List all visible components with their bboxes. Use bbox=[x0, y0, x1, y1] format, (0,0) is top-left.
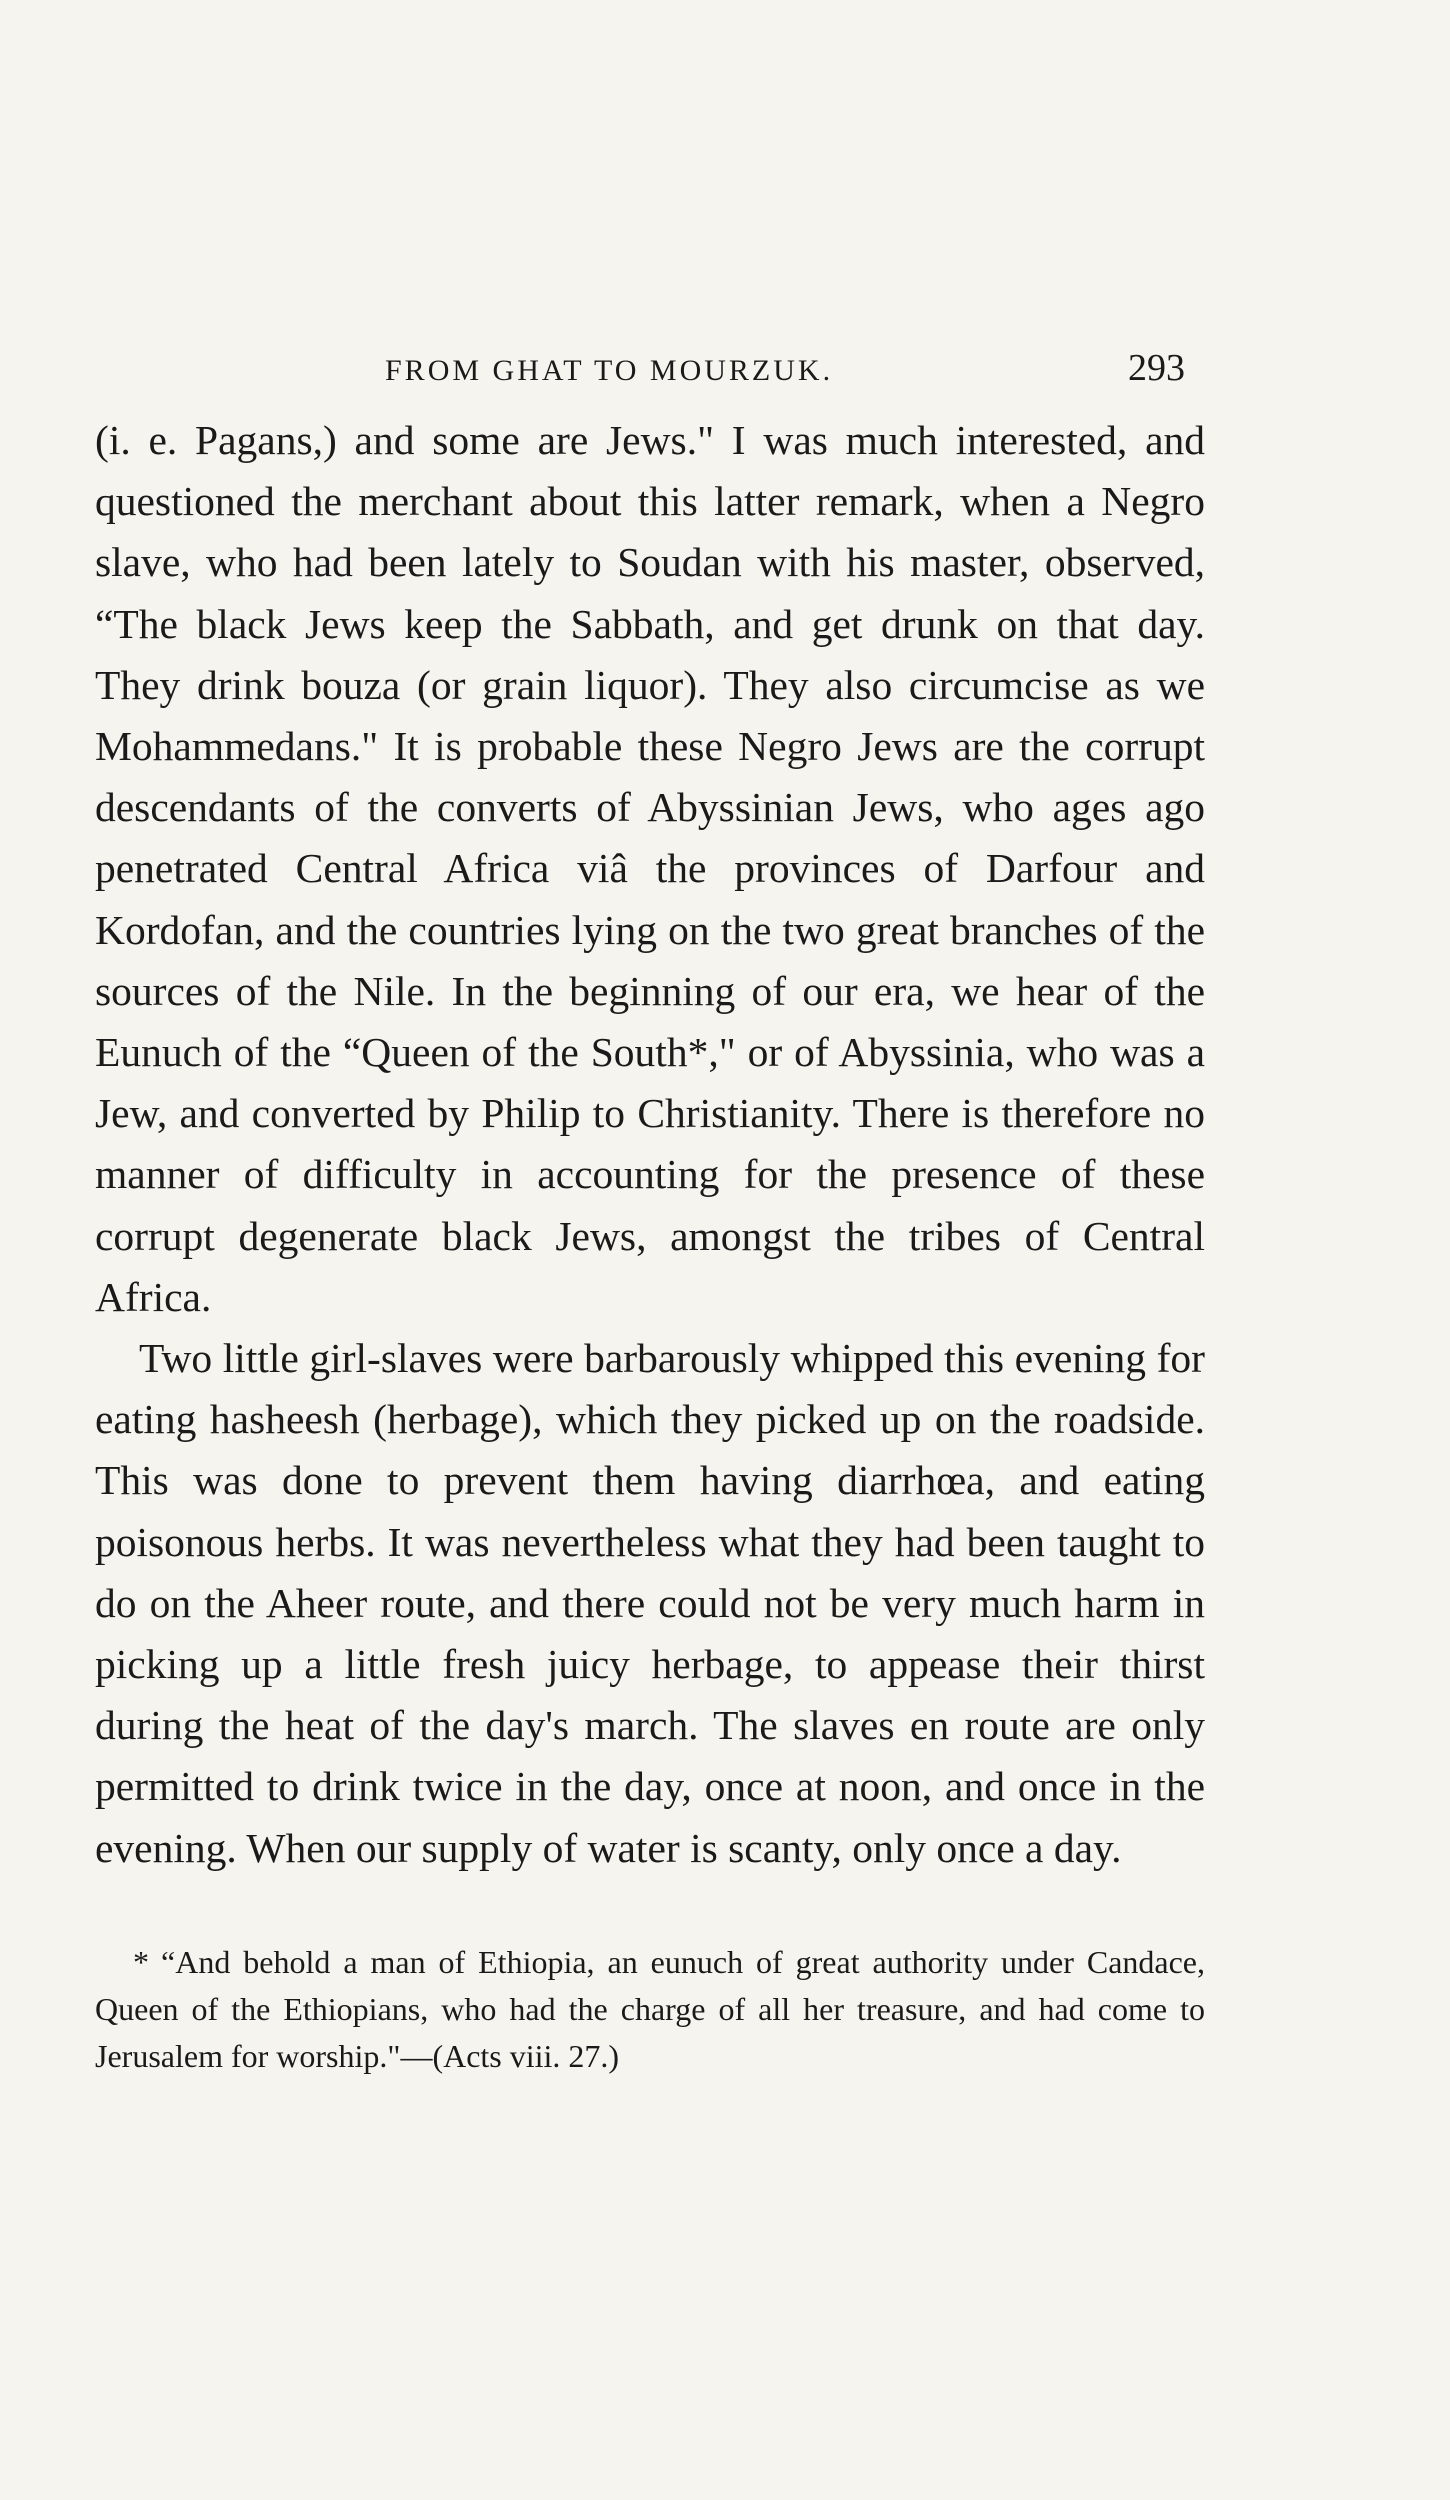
running-title: FROM GHAT TO MOURZUK. bbox=[385, 354, 834, 387]
running-header bbox=[95, 340, 1205, 410]
body-text bbox=[95, 410, 1205, 1879]
footnote-text: “And behold a man of Ethiopia, an eunuch of great authority under Candace, Queen of the Ethiopians, who had the charge of all her treasure, and had come to Jerusalem for worship."—(Acts viii. 27.) bbox=[95, 1943, 1205, 2074]
page-number: 293 bbox=[1128, 347, 1185, 389]
footnote bbox=[95, 1939, 1205, 2080]
book-page bbox=[95, 340, 1205, 2080]
paragraph-2: Two little girl-slaves were barbarously whipped this evening for eating hasheesh (herbage), which they picked up on the roadside. This was done to prevent them having diarrhœa, and eating poisonous herbs. It was nevertheless what they had been taught to do on the Aheer route, and there could not be very much harm in picking up a little fresh juicy herbage, to appease their thirst during the heat of the day's march. The slaves en route are only permitted to drink twice in the day, once at noon, and once in the evening. When our supply of water is scanty, only once a day. bbox=[95, 1335, 1205, 1871]
footnote-marker: * bbox=[133, 1943, 149, 1980]
paragraph-1: (i. e. Pagans,) and some are Jews." I was much interested, and questioned the merchant about this latter remark, when a Negro slave, who had been lately to Soudan with his master, observed, “The black Jews keep the Sabbath, and get drunk on that day. They drink bouza (or grain liquor). They also circumcise as we Mohammedans." It is probable these Negro Jews are the corrupt descendants of the converts of Abyssinian Jews, who ages ago penetrated Central Africa viâ the provinces of Darfour and Kordofan, and the countries lying on the two great branches of the sources of the Nile. In the beginning of our era, we hear of the Eunuch of the “Queen of the South*," or of Abyssinia, who was a Jew, and converted by Philip to Christianity. There is therefore no manner of difficulty in accounting for the presence of these corrupt degenerate black Jews, amongst the tribes of Central Africa. bbox=[95, 417, 1205, 1320]
